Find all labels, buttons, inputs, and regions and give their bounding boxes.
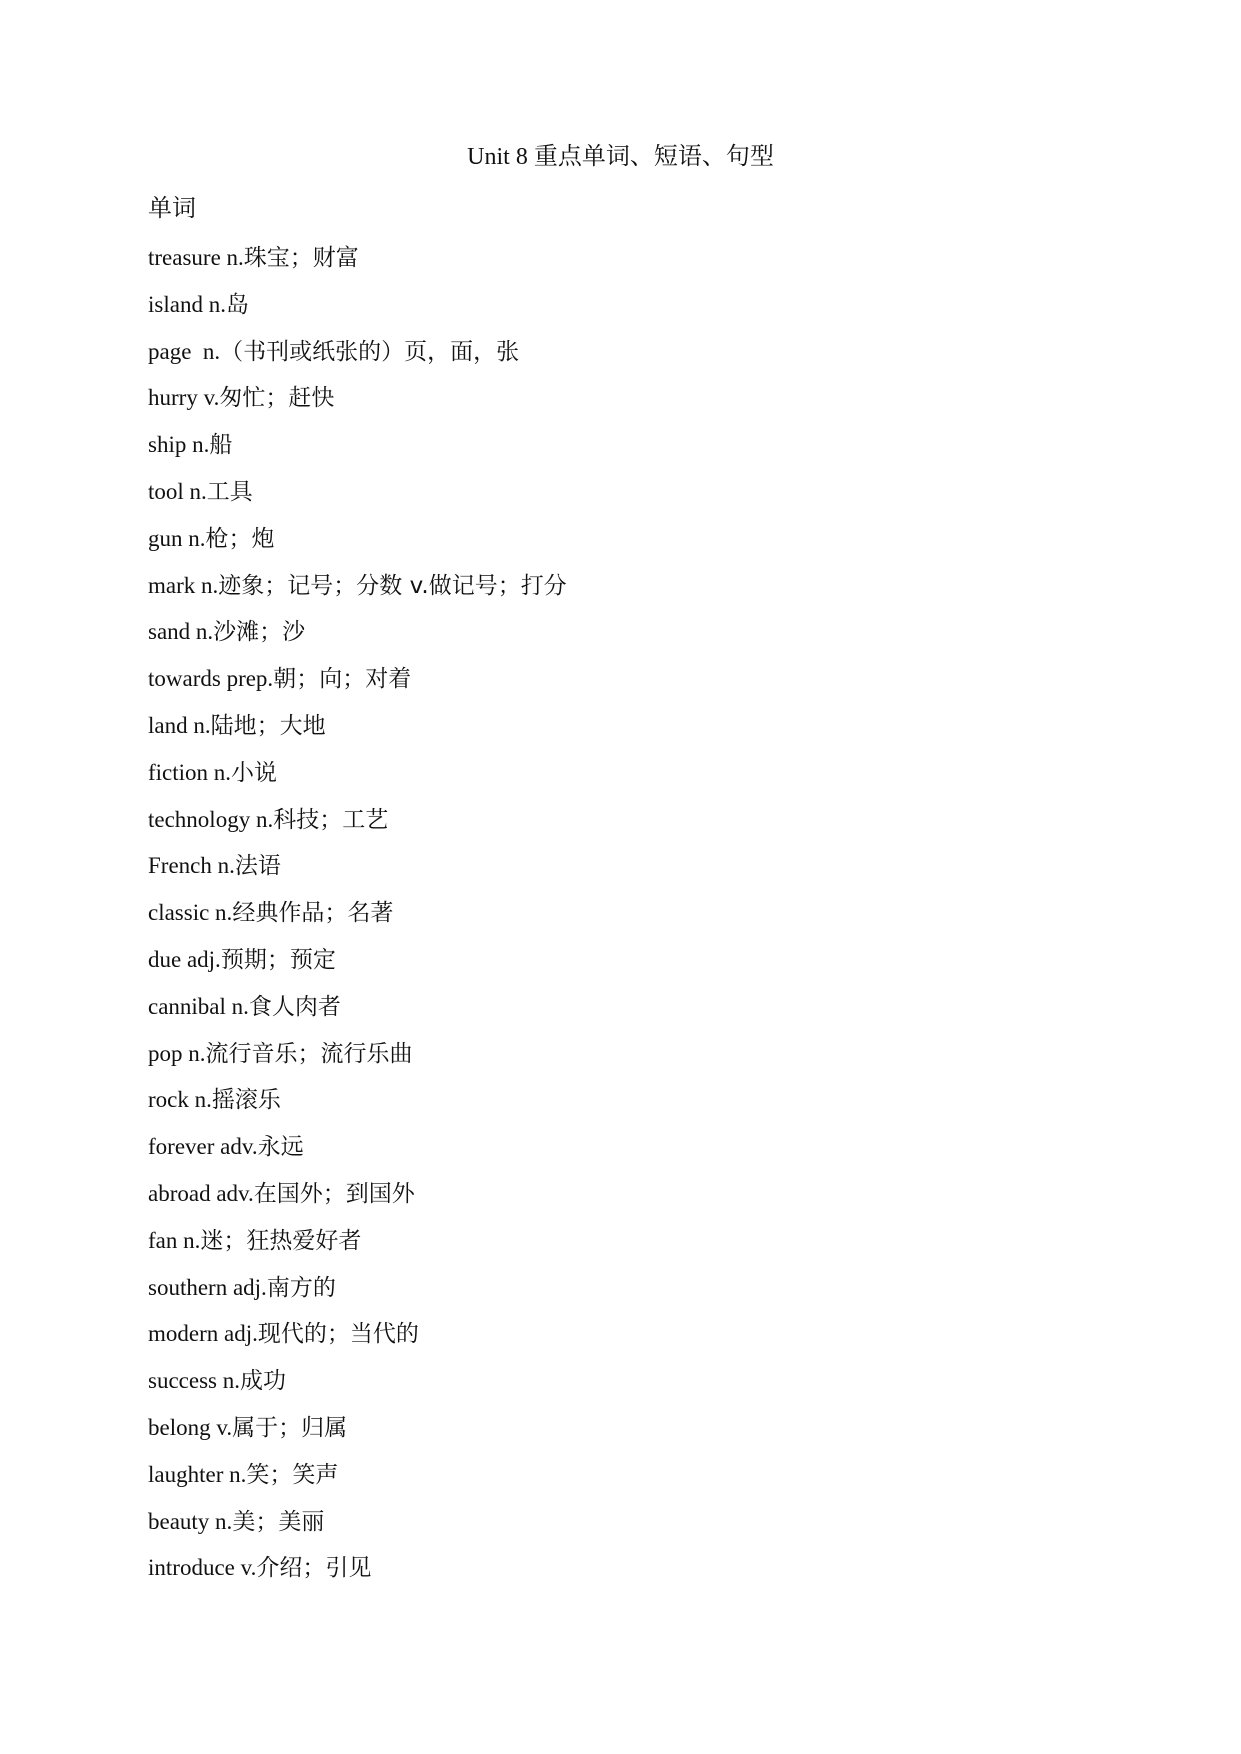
vocabulary-entry bbox=[148, 1510, 567, 1557]
vocabulary-entry bbox=[148, 808, 567, 855]
entry-term: towards prep. bbox=[148, 666, 274, 692]
entry-definition: 预期；预定 bbox=[220, 946, 336, 973]
entry-term: mark n. bbox=[148, 572, 219, 598]
vocabulary-entry bbox=[148, 1416, 567, 1463]
entry-term: land n. bbox=[148, 712, 211, 738]
entry-term: cannibal n. bbox=[148, 993, 249, 1019]
entry-term: forever adv. bbox=[148, 1134, 258, 1160]
vocabulary-entry bbox=[148, 761, 567, 808]
entry-term: beauty n. bbox=[148, 1508, 233, 1534]
entry-term: technology n. bbox=[148, 806, 274, 832]
entry-term: fan n. bbox=[148, 1227, 201, 1253]
entry-definition: 现代的；当代的 bbox=[257, 1321, 419, 1348]
entry-term: belong v. bbox=[148, 1414, 233, 1440]
entry-definition: 朝；向；对着 bbox=[273, 666, 412, 693]
vocabulary-entry bbox=[148, 948, 567, 995]
entry-term: treasure n. bbox=[148, 245, 244, 270]
entry-definition: 科技；工艺 bbox=[273, 806, 389, 833]
vocabulary-entry bbox=[148, 1322, 567, 1369]
entry-definition: 工具 bbox=[206, 478, 253, 505]
vocabulary-entry bbox=[148, 1556, 567, 1603]
entry-definition: 船 bbox=[209, 432, 233, 459]
entry-term: abroad adv. bbox=[148, 1180, 254, 1206]
entry-term: page n. bbox=[148, 338, 221, 364]
vocabulary-entry bbox=[148, 620, 567, 667]
entry-definition: 摇滚乐 bbox=[211, 1087, 281, 1114]
entry-definition: 法语 bbox=[234, 853, 281, 880]
entry-term: ship n. bbox=[148, 432, 210, 458]
entry-term: due adj. bbox=[148, 946, 221, 972]
vocabulary-entry bbox=[148, 1042, 567, 1089]
vocabulary-entry bbox=[148, 480, 567, 527]
entry-definition: 经典作品；名著 bbox=[232, 900, 394, 927]
entry-term: tool n. bbox=[148, 478, 207, 504]
entry-term: success n. bbox=[148, 1368, 240, 1394]
vocabulary-entry bbox=[148, 1463, 567, 1510]
entry-definition: 珠宝；财富 bbox=[243, 245, 359, 271]
vocabulary-entry bbox=[148, 574, 567, 621]
entry-term: rock n. bbox=[148, 1087, 212, 1113]
entry-definition: 迷；狂热爱好者 bbox=[200, 1227, 362, 1254]
vocabulary-entry bbox=[148, 246, 567, 293]
entry-definition: 沙滩；沙 bbox=[213, 619, 306, 646]
vocabulary-entry bbox=[148, 1369, 567, 1416]
vocabulary-entry bbox=[148, 995, 567, 1042]
entry-term: introduce v. bbox=[148, 1555, 257, 1581]
entry-term: fiction n. bbox=[148, 759, 232, 785]
vocabulary-entry bbox=[148, 1135, 567, 1182]
entry-definition: 美；美丽 bbox=[232, 1508, 325, 1535]
entry-definition: 永远 bbox=[257, 1134, 304, 1161]
entry-definition: 小说 bbox=[231, 759, 278, 786]
entry-definition: 南方的 bbox=[266, 1274, 336, 1301]
entry-definition: 笑；笑声 bbox=[246, 1461, 339, 1488]
entry-definition: 岛 bbox=[225, 291, 249, 318]
vocabulary-entry bbox=[148, 340, 567, 387]
vocabulary-entry bbox=[148, 386, 567, 433]
vocabulary-entry bbox=[148, 1088, 567, 1135]
entry-definition: 迹象；记号；分数 v.做记号；打分 bbox=[218, 572, 567, 599]
entry-definition: 食人肉者 bbox=[248, 993, 341, 1020]
vocabulary-entry bbox=[148, 293, 567, 340]
vocabulary-entry bbox=[148, 714, 567, 761]
entry-term: classic n. bbox=[148, 900, 233, 926]
vocabulary-entry bbox=[148, 901, 567, 948]
entry-definition: 介绍；引见 bbox=[256, 1555, 372, 1582]
vocabulary-entry bbox=[148, 527, 567, 574]
entry-term: sand n. bbox=[148, 619, 214, 645]
vocabulary-entry bbox=[148, 1229, 567, 1276]
entry-definition: 流行音乐；流行乐曲 bbox=[205, 1040, 413, 1067]
entry-definition: 陆地；大地 bbox=[210, 712, 326, 739]
entry-definition: 成功 bbox=[239, 1368, 286, 1395]
vocabulary-entry bbox=[148, 1276, 567, 1323]
vocabulary-list bbox=[148, 246, 567, 1603]
section-heading-vocabulary: 单词 bbox=[148, 194, 196, 222]
entry-term: laughter n. bbox=[148, 1461, 247, 1487]
vocabulary-entry bbox=[148, 854, 567, 901]
entry-term: island n. bbox=[148, 291, 226, 317]
entry-definition: 属于；归属 bbox=[232, 1414, 348, 1441]
entry-term: hurry v. bbox=[148, 385, 220, 411]
vocabulary-entry bbox=[148, 433, 567, 480]
vocabulary-entry bbox=[148, 1182, 567, 1229]
entry-term: pop n. bbox=[148, 1040, 206, 1066]
entry-definition: 在国外；到国外 bbox=[253, 1180, 415, 1207]
entry-term: southern adj. bbox=[148, 1274, 267, 1300]
entry-term: gun n. bbox=[148, 525, 206, 551]
entry-term: French n. bbox=[148, 853, 235, 879]
entry-definition: 枪；炮 bbox=[205, 525, 275, 552]
vocabulary-entry bbox=[148, 667, 567, 714]
page-title: Unit 8 重点单词、短语、句型 bbox=[467, 144, 774, 170]
entry-term: modern adj. bbox=[148, 1321, 258, 1347]
entry-definition: 匆忙；赶快 bbox=[219, 385, 335, 412]
entry-definition: （书刊或纸张的）页，面，张 bbox=[220, 338, 520, 365]
